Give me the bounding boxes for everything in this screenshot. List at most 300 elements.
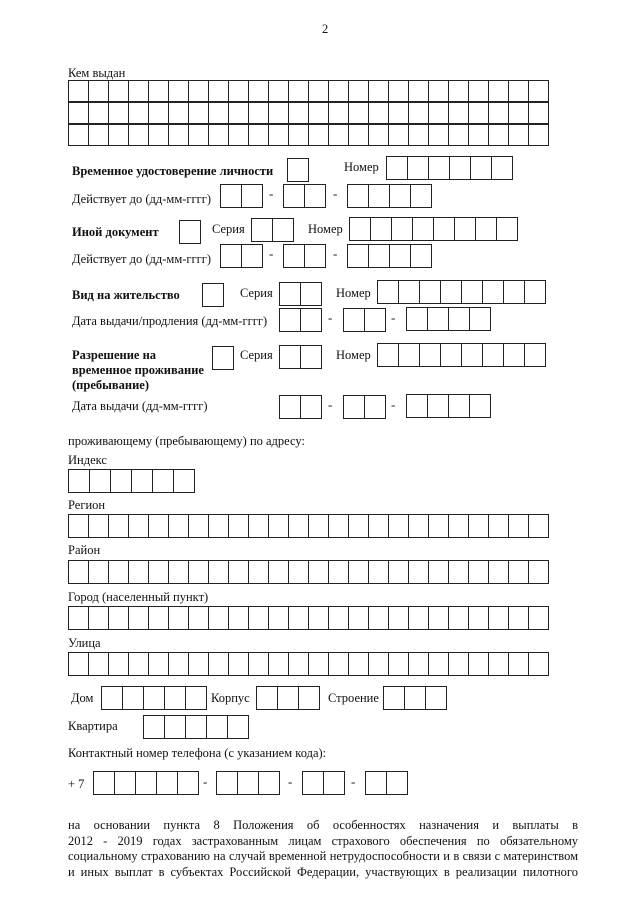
input-cell[interactable] — [308, 80, 329, 102]
residence-permit-checkbox[interactable] — [202, 283, 223, 307]
input-cell[interactable] — [388, 652, 409, 676]
input-cell[interactable] — [88, 80, 109, 102]
input-cell[interactable] — [108, 560, 129, 584]
street-field[interactable] — [68, 652, 548, 676]
input-cell[interactable] — [508, 102, 529, 124]
input-cell[interactable] — [308, 514, 329, 538]
input-cell[interactable] — [410, 244, 432, 268]
residence-permit-year[interactable] — [406, 307, 490, 331]
input-cell[interactable] — [68, 514, 89, 538]
input-cell[interactable] — [482, 280, 504, 304]
input-cell[interactable] — [488, 80, 509, 102]
input-cell[interactable] — [468, 514, 489, 538]
temp-residence-series-field[interactable] — [279, 345, 321, 369]
input-cell[interactable] — [343, 395, 365, 419]
input-cell[interactable] — [128, 80, 149, 102]
input-cell[interactable] — [152, 469, 174, 493]
temp-id-day[interactable] — [220, 184, 262, 208]
input-cell[interactable] — [428, 102, 449, 124]
input-cell[interactable] — [143, 715, 165, 739]
input-cell[interactable] — [148, 102, 169, 124]
input-cell[interactable] — [128, 514, 149, 538]
input-cell[interactable] — [268, 514, 289, 538]
input-cell[interactable] — [410, 184, 432, 208]
input-cell[interactable] — [528, 80, 549, 102]
input-cell[interactable] — [108, 102, 129, 124]
input-cell[interactable] — [308, 606, 329, 630]
residence-permit-month[interactable] — [343, 308, 385, 332]
input-cell[interactable] — [288, 80, 309, 102]
input-cell[interactable] — [461, 343, 483, 367]
input-cell[interactable] — [228, 102, 249, 124]
input-cell[interactable] — [164, 686, 186, 710]
other-doc-number-field[interactable] — [349, 217, 517, 241]
temp-residence-month[interactable] — [343, 395, 385, 419]
input-cell[interactable] — [108, 606, 129, 630]
input-cell[interactable] — [468, 80, 489, 102]
input-cell[interactable] — [428, 560, 449, 584]
input-cell[interactable] — [220, 184, 242, 208]
input-cell[interactable] — [279, 282, 301, 306]
temp-id-year[interactable] — [347, 184, 431, 208]
input-cell[interactable] — [68, 102, 89, 124]
input-cell[interactable] — [241, 244, 263, 268]
input-cell[interactable] — [428, 80, 449, 102]
input-cell[interactable] — [237, 771, 259, 795]
input-cell[interactable] — [228, 560, 249, 584]
input-cell[interactable] — [408, 652, 429, 676]
input-cell[interactable] — [348, 560, 369, 584]
input-cell[interactable] — [177, 771, 199, 795]
input-cell[interactable] — [308, 102, 329, 124]
input-cell[interactable] — [68, 124, 89, 146]
input-cell[interactable] — [268, 124, 289, 146]
input-cell[interactable] — [388, 514, 409, 538]
input-cell[interactable] — [168, 102, 189, 124]
input-cell[interactable] — [349, 217, 371, 241]
input-cell[interactable] — [168, 652, 189, 676]
input-cell[interactable] — [208, 102, 229, 124]
building-field[interactable] — [256, 686, 319, 710]
temp-residence-year[interactable] — [406, 394, 490, 418]
input-cell[interactable] — [377, 280, 399, 304]
input-cell[interactable] — [110, 469, 132, 493]
apartment-field[interactable] — [143, 715, 248, 739]
input-cell[interactable] — [208, 124, 229, 146]
input-cell[interactable] — [248, 514, 269, 538]
input-cell[interactable] — [388, 80, 409, 102]
input-cell[interactable] — [114, 771, 136, 795]
input-cell[interactable] — [386, 156, 408, 180]
input-cell[interactable] — [148, 124, 169, 146]
input-cell[interactable] — [468, 652, 489, 676]
input-cell[interactable] — [368, 652, 389, 676]
residence-permit-number-field[interactable] — [377, 280, 545, 304]
input-cell[interactable] — [475, 217, 497, 241]
input-cell[interactable] — [503, 343, 525, 367]
input-cell[interactable] — [68, 652, 89, 676]
input-cell[interactable] — [188, 652, 209, 676]
input-cell[interactable] — [343, 308, 365, 332]
input-cell[interactable] — [406, 307, 428, 331]
input-cell[interactable] — [323, 771, 345, 795]
input-cell[interactable] — [528, 514, 549, 538]
input-cell[interactable] — [328, 652, 349, 676]
input-cell[interactable] — [364, 308, 386, 332]
input-cell[interactable] — [508, 560, 529, 584]
input-cell[interactable] — [488, 102, 509, 124]
input-cell[interactable] — [206, 715, 228, 739]
input-cell[interactable] — [368, 514, 389, 538]
input-cell[interactable] — [188, 514, 209, 538]
input-cell[interactable] — [256, 686, 278, 710]
temp-residence-day[interactable] — [279, 395, 321, 419]
input-cell[interactable] — [364, 395, 386, 419]
input-cell[interactable] — [288, 606, 309, 630]
structure-field[interactable] — [383, 686, 446, 710]
other-doc-month[interactable] — [283, 244, 325, 268]
issued-by-row-2[interactable] — [68, 102, 548, 124]
input-cell[interactable] — [168, 560, 189, 584]
input-cell[interactable] — [108, 80, 129, 102]
input-cell[interactable] — [419, 280, 441, 304]
input-cell[interactable] — [216, 771, 238, 795]
input-cell[interactable] — [279, 345, 301, 369]
input-cell[interactable] — [368, 560, 389, 584]
input-cell[interactable] — [348, 80, 369, 102]
input-cell[interactable] — [300, 282, 322, 306]
input-cell[interactable] — [88, 652, 109, 676]
temp-id-number-field[interactable] — [386, 156, 512, 180]
input-cell[interactable] — [228, 80, 249, 102]
input-cell[interactable] — [179, 220, 201, 244]
input-cell[interactable] — [148, 80, 169, 102]
input-cell[interactable] — [377, 343, 399, 367]
input-cell[interactable] — [188, 606, 209, 630]
input-cell[interactable] — [468, 102, 489, 124]
input-cell[interactable] — [202, 283, 224, 307]
input-cell[interactable] — [488, 652, 509, 676]
input-cell[interactable] — [128, 606, 149, 630]
input-cell[interactable] — [448, 102, 469, 124]
input-cell[interactable] — [408, 606, 429, 630]
input-cell[interactable] — [491, 156, 513, 180]
input-cell[interactable] — [228, 606, 249, 630]
input-cell[interactable] — [468, 124, 489, 146]
input-cell[interactable] — [389, 184, 411, 208]
input-cell[interactable] — [188, 560, 209, 584]
input-cell[interactable] — [412, 217, 434, 241]
region-field[interactable] — [68, 514, 548, 538]
input-cell[interactable] — [220, 244, 242, 268]
input-cell[interactable] — [508, 80, 529, 102]
other-doc-checkbox[interactable] — [179, 220, 200, 244]
input-cell[interactable] — [398, 343, 420, 367]
input-cell[interactable] — [408, 560, 429, 584]
input-cell[interactable] — [302, 771, 324, 795]
input-cell[interactable] — [448, 560, 469, 584]
input-cell[interactable] — [122, 686, 144, 710]
index-field[interactable] — [68, 469, 194, 493]
input-cell[interactable] — [228, 652, 249, 676]
input-cell[interactable] — [461, 280, 483, 304]
input-cell[interactable] — [386, 771, 408, 795]
input-cell[interactable] — [173, 469, 195, 493]
input-cell[interactable] — [258, 771, 280, 795]
input-cell[interactable] — [347, 244, 369, 268]
input-cell[interactable] — [68, 469, 90, 493]
input-cell[interactable] — [391, 217, 413, 241]
input-cell[interactable] — [304, 244, 326, 268]
input-cell[interactable] — [108, 652, 129, 676]
input-cell[interactable] — [348, 652, 369, 676]
input-cell[interactable] — [228, 124, 249, 146]
input-cell[interactable] — [241, 184, 263, 208]
input-cell[interactable] — [407, 156, 429, 180]
temp-residence-checkbox[interactable] — [212, 346, 233, 370]
input-cell[interactable] — [108, 124, 129, 146]
input-cell[interactable] — [168, 80, 189, 102]
input-cell[interactable] — [283, 184, 305, 208]
city-field[interactable] — [68, 606, 548, 630]
input-cell[interactable] — [288, 560, 309, 584]
input-cell[interactable] — [388, 560, 409, 584]
input-cell[interactable] — [404, 686, 426, 710]
input-cell[interactable] — [208, 560, 229, 584]
input-cell[interactable] — [448, 652, 469, 676]
input-cell[interactable] — [433, 217, 455, 241]
input-cell[interactable] — [468, 606, 489, 630]
input-cell[interactable] — [304, 184, 326, 208]
input-cell[interactable] — [185, 715, 207, 739]
input-cell[interactable] — [496, 217, 518, 241]
input-cell[interactable] — [68, 80, 89, 102]
input-cell[interactable] — [148, 606, 169, 630]
input-cell[interactable] — [368, 244, 390, 268]
input-cell[interactable] — [308, 124, 329, 146]
input-cell[interactable] — [368, 102, 389, 124]
input-cell[interactable] — [148, 652, 169, 676]
input-cell[interactable] — [288, 652, 309, 676]
input-cell[interactable] — [68, 606, 89, 630]
input-cell[interactable] — [212, 346, 234, 370]
input-cell[interactable] — [188, 102, 209, 124]
input-cell[interactable] — [248, 560, 269, 584]
temp-id-month[interactable] — [283, 184, 325, 208]
input-cell[interactable] — [454, 217, 476, 241]
input-cell[interactable] — [228, 514, 249, 538]
input-cell[interactable] — [440, 280, 462, 304]
input-cell[interactable] — [164, 715, 186, 739]
input-cell[interactable] — [108, 514, 129, 538]
input-cell[interactable] — [470, 156, 492, 180]
input-cell[interactable] — [148, 514, 169, 538]
input-cell[interactable] — [208, 652, 229, 676]
other-doc-year[interactable] — [347, 244, 431, 268]
input-cell[interactable] — [208, 80, 229, 102]
input-cell[interactable] — [279, 395, 301, 419]
temp-id-checkbox[interactable] — [287, 158, 308, 182]
input-cell[interactable] — [68, 560, 89, 584]
input-cell[interactable] — [488, 124, 509, 146]
input-cell[interactable] — [288, 102, 309, 124]
input-cell[interactable] — [101, 686, 123, 710]
input-cell[interactable] — [88, 514, 109, 538]
input-cell[interactable] — [268, 606, 289, 630]
input-cell[interactable] — [469, 307, 491, 331]
input-cell[interactable] — [440, 343, 462, 367]
input-cell[interactable] — [300, 395, 322, 419]
input-cell[interactable] — [277, 686, 299, 710]
input-cell[interactable] — [482, 343, 504, 367]
input-cell[interactable] — [406, 394, 428, 418]
input-cell[interactable] — [156, 771, 178, 795]
input-cell[interactable] — [300, 345, 322, 369]
input-cell[interactable] — [428, 606, 449, 630]
input-cell[interactable] — [268, 102, 289, 124]
input-cell[interactable] — [408, 514, 429, 538]
input-cell[interactable] — [128, 652, 149, 676]
input-cell[interactable] — [300, 308, 322, 332]
phone-part-1[interactable] — [216, 771, 279, 795]
input-cell[interactable] — [128, 102, 149, 124]
input-cell[interactable] — [288, 514, 309, 538]
input-cell[interactable] — [448, 124, 469, 146]
input-cell[interactable] — [524, 343, 546, 367]
input-cell[interactable] — [508, 124, 529, 146]
input-cell[interactable] — [328, 80, 349, 102]
phone-part-2[interactable] — [302, 771, 344, 795]
temp-residence-number-field[interactable] — [377, 343, 545, 367]
input-cell[interactable] — [368, 124, 389, 146]
phone-part-3[interactable] — [365, 771, 407, 795]
input-cell[interactable] — [143, 686, 165, 710]
input-cell[interactable] — [398, 280, 420, 304]
input-cell[interactable] — [347, 184, 369, 208]
input-cell[interactable] — [408, 102, 429, 124]
input-cell[interactable] — [528, 560, 549, 584]
input-cell[interactable] — [448, 394, 470, 418]
input-cell[interactable] — [468, 560, 489, 584]
residence-permit-series-field[interactable] — [279, 282, 321, 306]
input-cell[interactable] — [208, 606, 229, 630]
input-cell[interactable] — [328, 102, 349, 124]
input-cell[interactable] — [268, 560, 289, 584]
input-cell[interactable] — [88, 560, 109, 584]
input-cell[interactable] — [448, 307, 470, 331]
input-cell[interactable] — [135, 771, 157, 795]
input-cell[interactable] — [448, 514, 469, 538]
house-field[interactable] — [101, 686, 206, 710]
input-cell[interactable] — [268, 652, 289, 676]
input-cell[interactable] — [528, 124, 549, 146]
district-field[interactable] — [68, 560, 548, 584]
input-cell[interactable] — [488, 560, 509, 584]
input-cell[interactable] — [168, 514, 189, 538]
input-cell[interactable] — [131, 469, 153, 493]
input-cell[interactable] — [370, 217, 392, 241]
input-cell[interactable] — [488, 606, 509, 630]
input-cell[interactable] — [328, 560, 349, 584]
other-doc-day[interactable] — [220, 244, 262, 268]
input-cell[interactable] — [248, 606, 269, 630]
input-cell[interactable] — [383, 686, 405, 710]
input-cell[interactable] — [287, 158, 309, 182]
input-cell[interactable] — [128, 560, 149, 584]
input-cell[interactable] — [365, 771, 387, 795]
input-cell[interactable] — [348, 514, 369, 538]
input-cell[interactable] — [328, 514, 349, 538]
input-cell[interactable] — [185, 686, 207, 710]
input-cell[interactable] — [503, 280, 525, 304]
input-cell[interactable] — [348, 124, 369, 146]
input-cell[interactable] — [248, 80, 269, 102]
input-cell[interactable] — [368, 606, 389, 630]
input-cell[interactable] — [328, 124, 349, 146]
input-cell[interactable] — [348, 606, 369, 630]
input-cell[interactable] — [251, 218, 273, 242]
input-cell[interactable] — [508, 606, 529, 630]
input-cell[interactable] — [528, 606, 549, 630]
issued-by-row-3[interactable] — [68, 124, 548, 146]
input-cell[interactable] — [524, 280, 546, 304]
input-cell[interactable] — [248, 124, 269, 146]
input-cell[interactable] — [389, 244, 411, 268]
input-cell[interactable] — [168, 606, 189, 630]
input-cell[interactable] — [428, 156, 450, 180]
phone-code-field[interactable] — [93, 771, 198, 795]
input-cell[interactable] — [388, 124, 409, 146]
input-cell[interactable] — [488, 514, 509, 538]
input-cell[interactable] — [88, 102, 109, 124]
input-cell[interactable] — [428, 514, 449, 538]
input-cell[interactable] — [419, 343, 441, 367]
input-cell[interactable] — [408, 124, 429, 146]
input-cell[interactable] — [272, 218, 294, 242]
input-cell[interactable] — [448, 606, 469, 630]
input-cell[interactable] — [508, 514, 529, 538]
input-cell[interactable] — [425, 686, 447, 710]
input-cell[interactable] — [449, 156, 471, 180]
input-cell[interactable] — [248, 102, 269, 124]
input-cell[interactable] — [188, 80, 209, 102]
input-cell[interactable] — [148, 560, 169, 584]
residence-permit-day[interactable] — [279, 308, 321, 332]
input-cell[interactable] — [128, 124, 149, 146]
input-cell[interactable] — [308, 560, 329, 584]
input-cell[interactable] — [168, 124, 189, 146]
input-cell[interactable] — [469, 394, 491, 418]
input-cell[interactable] — [308, 652, 329, 676]
input-cell[interactable] — [268, 80, 289, 102]
input-cell[interactable] — [298, 686, 320, 710]
input-cell[interactable] — [279, 308, 301, 332]
input-cell[interactable] — [368, 184, 390, 208]
other-doc-series-field[interactable] — [251, 218, 293, 242]
input-cell[interactable] — [208, 514, 229, 538]
input-cell[interactable] — [508, 652, 529, 676]
input-cell[interactable] — [528, 102, 549, 124]
input-cell[interactable] — [88, 606, 109, 630]
input-cell[interactable] — [348, 102, 369, 124]
input-cell[interactable] — [388, 606, 409, 630]
input-cell[interactable] — [427, 394, 449, 418]
input-cell[interactable] — [428, 124, 449, 146]
input-cell[interactable] — [288, 124, 309, 146]
issued-by-row-1[interactable] — [68, 80, 548, 102]
input-cell[interactable] — [528, 652, 549, 676]
input-cell[interactable] — [408, 80, 429, 102]
